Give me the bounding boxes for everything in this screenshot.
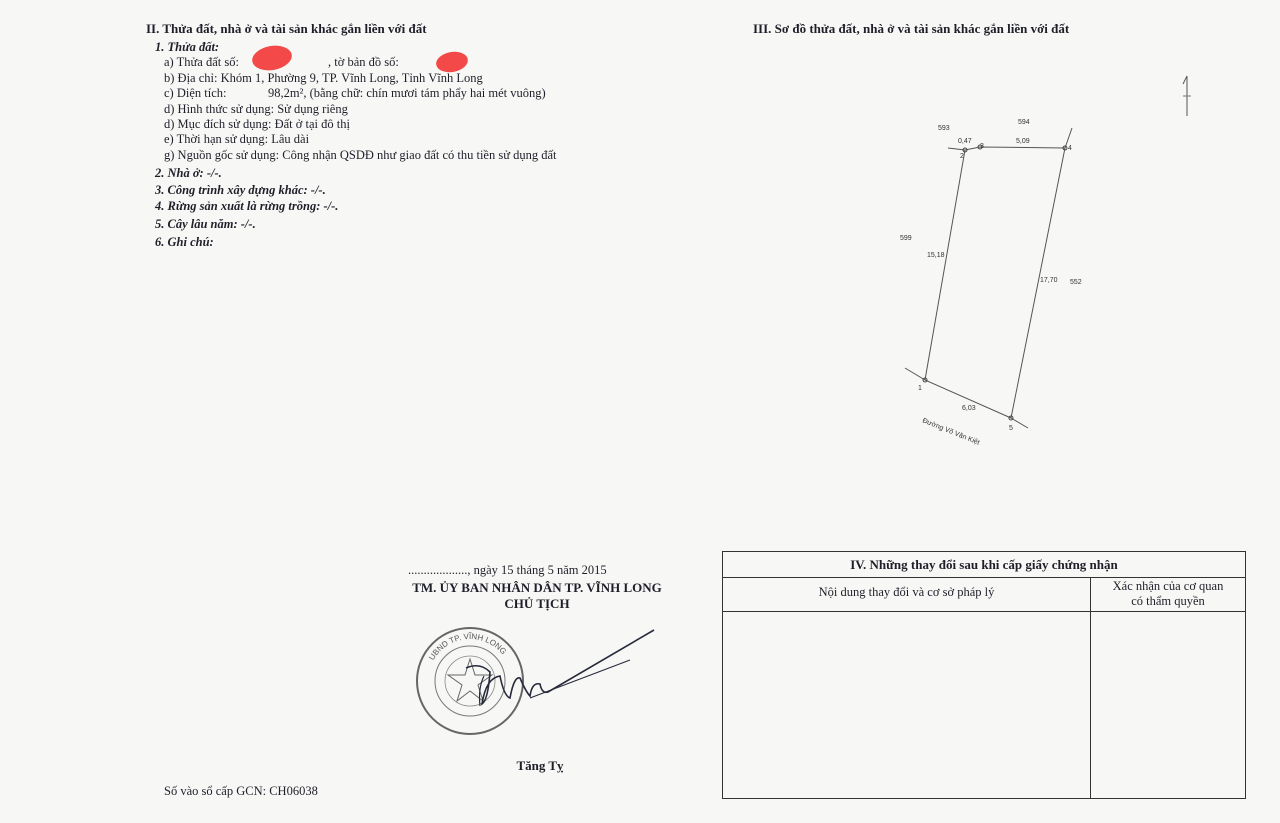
- signer-role: CHỦ TỊCH: [504, 596, 570, 611]
- neighbor-label-593: 593: [938, 125, 950, 132]
- item-perennial: 5. Cây lâu năm: -/-.: [155, 217, 256, 231]
- map-sheet-label: , tờ bản đồ số:: [328, 55, 399, 69]
- signature-icon: [460, 626, 660, 726]
- vertex-label-2: 2: [960, 153, 964, 160]
- area-value: 98,2m², (bằng chữ: chín mươi tám phẩy hai mét vuông): [268, 86, 546, 100]
- issue-date-line: ..................., ngày 15 tháng 5 năm 2015: [408, 563, 607, 577]
- seal-text: UBND TP. VĨNH LONG: [427, 631, 509, 662]
- signer-name: Tăng Tỵ: [516, 758, 564, 773]
- neighbor-label-599: 599: [900, 235, 912, 242]
- land-subheading: 1. Thửa đất:: [155, 40, 220, 54]
- vertex-label-5: 5: [1009, 425, 1013, 432]
- land-line-g: g) Nguồn gốc sử dụng: Công nhận QSDĐ như giao đất có thu tiền sử dụng đất: [164, 148, 557, 162]
- north-arrow-icon: [1180, 74, 1194, 118]
- neighbor-label-594: 594: [1018, 119, 1030, 126]
- changes-column-confirmation: [1091, 579, 1245, 609]
- road-label: Đường Võ Văn Kiệt: [921, 417, 981, 447]
- section-ii-heading: II. Thửa đất, nhà ở và tài sản khác gắn liền với đất: [146, 21, 427, 36]
- redaction-mark-parcel: [250, 43, 294, 74]
- changes-column-confirmation-line1: Xác nhận của cơ quan: [1112, 579, 1224, 593]
- edge-label-1-5: 6,03: [962, 405, 976, 412]
- item-construction: 3. Công trình xây dựng khác: -/-.: [155, 183, 326, 197]
- edge-label-2-3: 0,47: [958, 138, 972, 145]
- land-line-d2: d) Mục đích sử dụng: Đất ở tại đô thị: [164, 117, 350, 131]
- item-house: 2. Nhà ở: -/-.: [155, 166, 222, 180]
- extension-line-top-left: [948, 148, 965, 150]
- extension-line-road-right: [1011, 418, 1028, 428]
- changes-column-divider: [1090, 577, 1091, 798]
- edge-label-1-2: 15,18: [927, 252, 945, 259]
- land-line-e: e) Thời hạn sử dụng: Lâu dài: [164, 132, 310, 146]
- neighbor-label-552: 552: [1070, 279, 1082, 286]
- parcel-diagram: [880, 110, 1080, 460]
- land-line-d1: d) Hình thức sử dụng: Sử dụng riêng: [164, 102, 348, 116]
- vertex-label-3: 3: [980, 143, 984, 150]
- issuing-authority: TM. ỦY BAN NHÂN DÂN TP. VĨNH LONG: [412, 580, 662, 595]
- changes-column-content: Nội dung thay đổi và cơ sở pháp lý: [818, 585, 995, 599]
- registry-number: Số vào sổ cấp GCN: CH06038: [164, 784, 318, 798]
- section-iii-heading: III. Sơ đồ thửa đất, nhà ở và tài sản khác gắn liền với đất: [753, 21, 1070, 36]
- changes-column-confirmation-line2: có thẩm quyền: [1131, 594, 1205, 608]
- edge-label-3-4: 5,09: [1016, 138, 1030, 145]
- land-line-c: c) Diện tích:: [164, 86, 227, 100]
- edge-label-4-5: 17,70: [1040, 277, 1058, 284]
- item-forest: 4. Rừng sản xuất là rừng trồng: -/-.: [155, 199, 339, 213]
- changes-table: [722, 551, 1246, 799]
- extension-line-road-left: [905, 368, 925, 380]
- item-notes: 6. Ghi chú:: [155, 235, 214, 249]
- vertex-label-4: 4: [1068, 145, 1072, 152]
- land-line-b: b) Địa chỉ: Khóm 1, Phường 9, TP. Vĩnh Long, Tỉnh Vĩnh Long: [164, 71, 483, 85]
- changes-table-title: IV. Những thay đổi sau khi cấp giấy chứng nhận: [723, 552, 1245, 578]
- vertex-label-1: 1: [918, 385, 922, 392]
- land-line-a: a) Thửa đất số:: [164, 55, 239, 69]
- changes-table-header: [723, 577, 1245, 612]
